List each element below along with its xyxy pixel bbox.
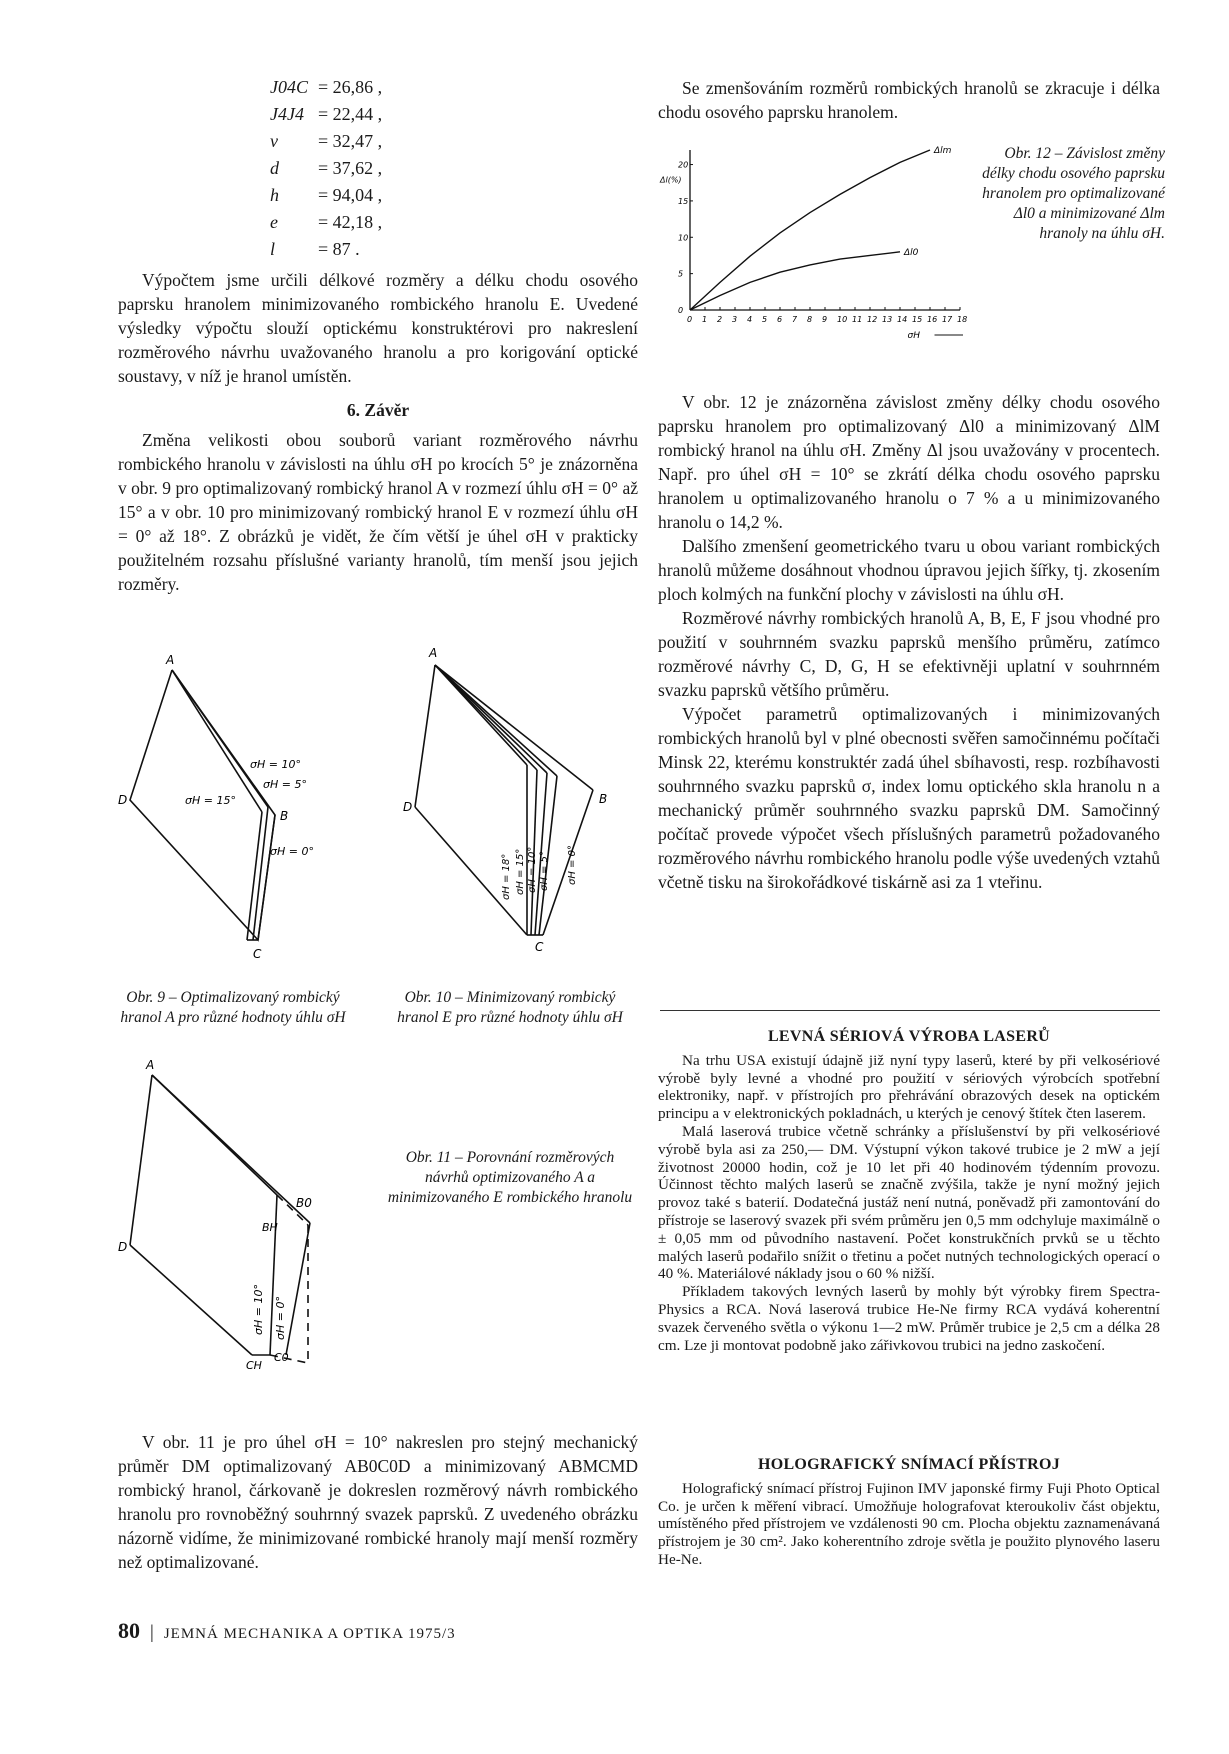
value-symbol: J04C bbox=[270, 77, 308, 97]
value-number: = 26,86 , bbox=[318, 77, 383, 97]
label-sigma-10: σH = 10° bbox=[252, 1284, 265, 1335]
paragraph: Rozměrové návrhy rombických hranolů A, B, E, F jsou vhodné pro použití v souhrnném svazku paprsků menšího průměru, zatímco rozměrové návrhy C, D, G, H se efektivněji uplatní v souhrnném svazku paprsků většího průměru. bbox=[658, 608, 1160, 700]
value-row bbox=[270, 101, 478, 128]
x-tick-label: 17 bbox=[942, 315, 953, 324]
label-sigma-15: σH = 15° bbox=[185, 794, 236, 807]
series-label: Δl0 bbox=[904, 247, 919, 258]
label-b: B bbox=[599, 792, 608, 806]
left-column-upper bbox=[118, 268, 638, 596]
value-symbol: l bbox=[270, 239, 276, 259]
value-symbol: J4J4 bbox=[270, 104, 304, 124]
paragraph: Malá laserová trubice včetně schránky a příslušenství by při velkosériové výrobě byla asi za 250,— DM. Výstupní výkon takové trubice je 2 mW a její životnost 20000 hodin, což je 10 let při 40 hodinovém týdenním provozu. Účinnost těchto malých laserů se značně zvýšila, takže je nyní možný jejich provoz také s baterií. Dodatečná justáž není nutná, poněvadž při zamontování do přístroje se laserový svazek při svém průměru jen 0,5 mm odchyluje maximálně o ± 0,05 mm od původního nastavení. Počet konstrukčních prvků se u těchto malých laserů podařilo snížit o třetinu a počet nutných technologických operací o 40 %. Materiálové náklady jsou o 60 % nižší. bbox=[658, 1122, 1160, 1283]
paragraph: Příkladem takových levných laserů by mohly být výrobky firem Spectra-Physics a RCA. Nová laserová trubice He-Ne firmy RCA vydává koherentní svazek červeného světla o výkonu 1—2 mW. Průměr trubice je 2,5 cm a délka 28 cm. Lze ji montovat podobně jako zářivkovou trubici na jedno zaskočení. bbox=[658, 1283, 1160, 1354]
paragraph: Holografický snímací přístroj Fujinon IMV japonské firmy Fuji Photo Optical Co. je určen k měření vibrací. Umožňuje holografovat kteroukoliv část objektu, umístěného před přístrojem ve vzdálenosti 90 cm. Plocha objektu zaznamenávaná přístrojem je 30 cm². Jako koherentního zdroje světla je použito plynového laseru He-Ne. bbox=[658, 1479, 1160, 1568]
value-symbol: d bbox=[270, 158, 279, 178]
x-tick-label: 3 bbox=[732, 315, 738, 324]
value-number: = 32,47 , bbox=[318, 131, 383, 151]
paragraph: Dalšího zmenšení geometrického tvaru u obou variant rombických hranolů můžeme dosáhnout vhodnou úpravou jejich šířky, tj. zkosením ploch kolmých na funkční plochy v závislosti na úhlu σH. bbox=[658, 536, 1160, 604]
y-tick-label: 10 bbox=[678, 233, 689, 243]
value-row bbox=[270, 74, 478, 101]
label-d: D bbox=[118, 1240, 128, 1254]
x-tick-label: 4 bbox=[747, 315, 753, 324]
figure-10 bbox=[403, 645, 615, 980]
label-c0: C0 bbox=[274, 1351, 289, 1364]
value-symbol: v bbox=[270, 131, 278, 151]
value-symbol: h bbox=[270, 185, 279, 205]
news-lasers bbox=[658, 1028, 1160, 1354]
x-tick-label: 13 bbox=[882, 315, 893, 324]
news-holographic bbox=[658, 1456, 1160, 1569]
x-tick-label: 11 bbox=[852, 315, 863, 324]
equation-values bbox=[270, 74, 478, 263]
figure-9-caption: Obr. 9 – Optimalizovaný rombický hranol A pro různé hodnoty úhlu σH bbox=[120, 989, 346, 1026]
label-c: C bbox=[535, 940, 544, 954]
x-tick-label: 1 bbox=[702, 315, 708, 324]
label-d: D bbox=[118, 793, 128, 807]
series-line bbox=[690, 150, 930, 310]
value-number: = 94,04 , bbox=[318, 185, 383, 205]
figure-10-drawing bbox=[403, 645, 615, 975]
label-b: B bbox=[280, 809, 289, 823]
figure-11-drawing bbox=[118, 1055, 340, 1375]
journal-title: JEMNÁ MECHANIKA A OPTIKA 1975/3 bbox=[163, 1626, 456, 1642]
figure-12-caption: Obr. 12 – Závislost změny délky chodu osového paprsku hranolem pro optimalizované Δl0 a minimizované Δlm hranoly na úhlu σH. bbox=[982, 145, 1165, 242]
page-number: 80 bbox=[118, 1618, 140, 1643]
news-title: HOLOGRAFICKÝ SNÍMACÍ PŘÍSTROJ bbox=[757, 1456, 1061, 1473]
x-tick-label: 18 bbox=[957, 315, 968, 324]
value-row bbox=[270, 155, 478, 182]
divider bbox=[660, 1010, 1160, 1011]
paragraph: Výpočtem jsme určili délkové rozměry a délku chodu osového paprsku hranolem minimizovaného rombického hranolu E. Uvedené výsledky výpočtu slouží optickému konstruktérovi pro nakreslení rozměrového návrhu uvažovaného hranolu a pro korigování optické soustavy, v níž je hranol umístěn. bbox=[118, 270, 638, 386]
left-column-lower bbox=[118, 1430, 638, 1574]
label-sigma-18: σH = 18° bbox=[501, 853, 512, 900]
label-a: A bbox=[146, 1058, 155, 1072]
label-bh: BH bbox=[262, 1221, 278, 1234]
figure-9 bbox=[118, 650, 340, 985]
x-tick-label: 12 bbox=[867, 315, 878, 324]
label-c: C bbox=[253, 947, 262, 961]
x-axis-label: σH bbox=[907, 331, 920, 341]
value-number: = 22,44 , bbox=[318, 104, 383, 124]
value-symbol: e bbox=[270, 212, 278, 232]
y-tick-label: 15 bbox=[678, 196, 689, 206]
label-ch: CH bbox=[246, 1359, 262, 1372]
label-d: D bbox=[403, 800, 413, 814]
x-tick-label: 6 bbox=[777, 315, 783, 324]
label-sigma-15: σH = 15° bbox=[515, 848, 526, 895]
paragraph: Výpočet parametrů optimalizovaných i minimizovaných rombických hranolů byl v plné obecnosti svěřen samočinnému počítači Minsk 22, kterému konstruktér zadá úhel sbíhavosti, resp. rozbíhavosti souhrnného svazku paprsků σ, index lomu optického skla hranolu n a mechanický průměr souhrnného svazku paprsků DM. Samočinný počítač provede výpočet všech příslušných parametrů požadovaného rozměrového návrhu rombického hranolu podle výše uvedených vztahů včetně tisku na širokořádkové tiskárně asi za 1 vteřinu. bbox=[658, 704, 1160, 892]
page-footer bbox=[118, 1618, 456, 1644]
value-number: = 37,62 , bbox=[318, 158, 383, 178]
label-sigma-0: σH = 0° bbox=[270, 845, 314, 858]
y-tick-label: 0 bbox=[678, 306, 684, 315]
news-title: LEVNÁ SÉRIOVÁ VÝROBA LASERŮ bbox=[767, 1028, 1051, 1045]
chart-svg bbox=[660, 140, 970, 360]
paragraph: Na trhu USA existují údajně již nyní typy laserů, které by při velkosériové výrobě byly levné a vhodné pro použití v sériových výrobcích spotřební elektroniky, např. v přístrojích pro přehrávání obrazových desek na optickém principu a v elektronických pokladnách, u kterých je cenový štítek čten laserem. bbox=[658, 1051, 1160, 1123]
right-column bbox=[658, 390, 1160, 894]
x-tick-label: 14 bbox=[897, 315, 908, 324]
label-a: A bbox=[166, 653, 175, 667]
figure-12-chart bbox=[660, 140, 970, 365]
value-row bbox=[270, 182, 478, 209]
label-sigma-5: σH = 5° bbox=[263, 778, 307, 791]
value-number: = 87 . bbox=[318, 239, 360, 259]
figure-11 bbox=[118, 1055, 340, 1380]
value-row bbox=[270, 128, 478, 155]
paragraph: Změna velikosti obou souborů variant rozměrového návrhu rombického hranolu v závislosti na úhlu σH po krocích 5° je znázorněna v obr. 9 pro optimalizovaný rombický hranol A v rozmezí úhlu σH = 0° až 15° a v obr. 10 pro minimizovaný rombický hranol E v rozmezí úhlu σH = 0° až 18°. Z obrázků je vidět, že čím větší je úhel σH v prakticky použitelném rozsahu příslušné varianty hranolů, tím menší jsou jejich rozměry. bbox=[118, 430, 638, 594]
x-tick-label: 8 bbox=[807, 315, 813, 324]
x-tick-label: 7 bbox=[792, 315, 798, 324]
label-sigma-10: σH = 10° bbox=[250, 758, 301, 771]
value-row bbox=[270, 236, 478, 263]
paragraph: Se zmenšováním rozměrů rombických hranolů se zkracuje i délka chodu osového paprsku hranolem. bbox=[658, 78, 1160, 122]
y-axis-label: Δl(%) bbox=[660, 175, 682, 185]
footer-separator: | bbox=[150, 1622, 154, 1643]
x-tick-label: 0 bbox=[687, 315, 693, 324]
label-sigma-0: σH = 0° bbox=[567, 845, 578, 885]
value-number: = 42,18 , bbox=[318, 212, 383, 232]
label-a: A bbox=[429, 646, 438, 660]
y-tick-label: 5 bbox=[678, 269, 684, 279]
x-tick-label: 2 bbox=[717, 315, 723, 324]
label-sigma-10: σH = 10° bbox=[527, 846, 538, 893]
section-heading: 6. Závěr bbox=[346, 400, 410, 420]
value-row bbox=[270, 209, 478, 236]
figure-10-caption: Obr. 10 – Minimizovaný rombický hranol E pro různé hodnoty úhlu σH bbox=[397, 989, 623, 1026]
label-b0: B0 bbox=[296, 1196, 312, 1210]
x-tick-label: 10 bbox=[837, 315, 848, 324]
label-sigma-0: σH = 0° bbox=[274, 1296, 287, 1340]
x-tick-label: 9 bbox=[822, 315, 828, 324]
paragraph: V obr. 11 je pro úhel σH = 10° nakreslen pro stejný mechanický průměr DM optimalizovaný AB0C0D a minimizovaný ABMCMD rombický hranol, čárkovaně je dokreslen rozměrový návrh rombického hranolu pro rovnoběžný souhrnný svazek paprsků. Z uvedeného obrázku názorně vidíme, že minimizované rombické hranoly mají menší rozměry než optimalizované. bbox=[118, 1432, 638, 1572]
paragraph: V obr. 12 je znázorněna závislost změny délky chodu osového paprsku hranolem pro optimalizovaný Δl0 a minimizovaný ΔlM rombický hranol na úhlu σH. Změny Δl jsou uvažovány v procentech. Např. pro úhel σH = 10° se zkrátí délka chodu osového paprsku hranolem u optimalizovaného hranolu o 7 % a u minimizovaného hranolu o 14,2 %. bbox=[658, 392, 1160, 532]
right-intro bbox=[658, 76, 1160, 124]
label-sigma-5: σH = 5° bbox=[539, 851, 550, 891]
figure-9-drawing bbox=[118, 650, 340, 980]
series-label: Δlm bbox=[934, 146, 952, 156]
figure-11-caption: Obr. 11 – Porovnání rozměrových návrhů optimizovaného A a minimizovaného E rombického hranolu bbox=[387, 1149, 633, 1206]
y-tick-label: 20 bbox=[678, 160, 689, 170]
x-tick-label: 15 bbox=[912, 315, 923, 324]
x-tick-label: 5 bbox=[762, 315, 768, 324]
x-tick-label: 16 bbox=[927, 315, 938, 324]
